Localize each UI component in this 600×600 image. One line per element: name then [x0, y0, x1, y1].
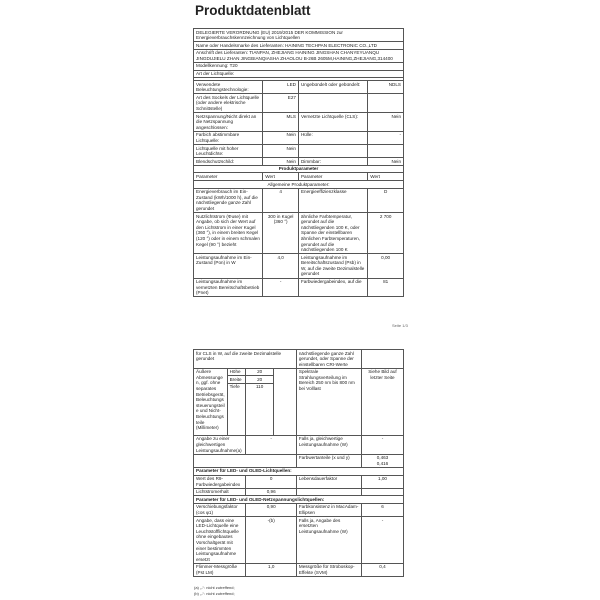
datasheet-table-top [193, 28, 404, 297]
table-row [194, 94, 404, 113]
spacer-cell [194, 454, 297, 467]
table-row [194, 158, 404, 166]
column-header-row [194, 173, 404, 181]
row-value: 0,00 [368, 254, 404, 278]
row-value: 1,0 [246, 563, 296, 576]
row-value: MLS [263, 113, 299, 132]
chromaticity-x: 0,463 [376, 455, 389, 461]
model-id: Modellkennung: T20 [194, 62, 404, 70]
row-value: - [361, 517, 403, 564]
table-row [194, 113, 404, 132]
row-label [298, 145, 367, 158]
row-value: 0,90 [246, 503, 296, 516]
table-row [194, 488, 404, 496]
row-value: D [368, 188, 404, 212]
row-value: 1,00 [361, 475, 403, 488]
row-label: Leistungsaufnahme im Bereitschaftszustand (Psb) in W, auf die zweite Dezimalstelle gerundet [298, 254, 367, 278]
spectral-value: Siehe Bild auf letzter Seite [361, 368, 403, 435]
row-label: Angabe zu einer gleichwertigen Leistungsaufnahme(a) [194, 435, 246, 454]
height-label: Höhe [227, 368, 246, 376]
row-label: Energieeffizienzklasse [298, 188, 367, 212]
document-title: Produktdatenblatt [195, 3, 311, 18]
col-header-value: Wert [263, 173, 299, 181]
table-row [194, 145, 404, 158]
row-label: Leistungsaufnahme im vernetzten Bereitschaftsbetrieb (Pnet) [194, 278, 263, 297]
row-label: Messgröße für Stroboskop-Effekte (SVM) [296, 563, 361, 576]
row-label: Farbich abstimmbare Lichtquelle: [194, 131, 263, 144]
row-value: - [361, 435, 403, 454]
row-value: 300 in Kugel (360 °) [263, 213, 299, 254]
row-value: - [246, 435, 296, 454]
row-label: nächstliegende ganze Zahl gerundet, oder Spanne der einstellbaren CRI-Werte [296, 350, 361, 369]
row-label: Lebensdauerfaktor [296, 475, 361, 488]
table-row [194, 278, 404, 297]
row-label: Verschiebungsfaktor (cos φ1) [194, 503, 246, 516]
row-label: Dimmbar: [298, 158, 367, 166]
row-value: E27 [263, 94, 299, 113]
table-row [194, 517, 404, 564]
footnote-a: (a) „-“: nicht zutreffend; [194, 585, 235, 590]
row-label: Farbwiedergabeindex, auf die [298, 278, 367, 297]
table-row [194, 435, 404, 454]
table-row [194, 475, 404, 488]
row-label: Lichtstromerhalt [194, 488, 246, 496]
row-label: Nutzlichtstrom (Φuse) mit Angabe, ob sich der Wert auf den Lichtstrom in einer Kugel (360 °), in einem breiten Kegel (120 °) oder in einem schmalen Kegel (90 °) bezieht [194, 213, 263, 254]
row-label: Vernetzte Lichtquelle (CLS): [298, 113, 367, 132]
row-label: Farbkonsistenz in MacAdam-Ellipsen [296, 503, 361, 516]
row-value [368, 145, 404, 158]
chromaticity-y: 0,416 [376, 460, 389, 466]
chromaticity-value [361, 454, 403, 467]
row-label: Falls ja, Angabe des ersetzten Leistungsaufnahme (W) [296, 517, 361, 564]
table-row [194, 188, 404, 212]
depth-value: 110 [246, 383, 273, 435]
row-value: 4,0 [263, 254, 299, 278]
row-value: 81 [368, 278, 404, 297]
row-value: - [263, 278, 299, 297]
row-label: Hülle: [298, 131, 367, 144]
row-label: Energieverbrauch im Ein-Zustand (kWh/1000 h), auf die nächstliegende ganze Zahl gerundet [194, 188, 263, 212]
row-value: NDLS [368, 81, 404, 94]
row-value: LED [263, 81, 299, 94]
dimensions-label: Äußere Abmessungen, ggf. ohne separates Betriebsgerät, Beleuchtungssteuerungsteile und Nicht-Beleuchtungsteile (Millimeter) [194, 368, 228, 435]
height-value: 20 [246, 368, 273, 376]
supplier-address: Anschrift des Lieferanten: TIANPAN, ZHEJIANG HAINING JINGSHAN CHANYEYUANQU JINGDUJIELU ZHAN JINGBIANQIASHA ZHAOLOU B-26B 2605M,HAINING,ZHEJIANG,314400 [194, 49, 404, 62]
table-row [194, 368, 404, 376]
spacer-cell [273, 368, 296, 435]
row-value: - [368, 131, 404, 144]
table-row [194, 503, 404, 516]
supplier-name: Name oder Handelsmarke des Lieferanten: HAINING TECHPAN ELECTRONIC CO.,LTD [194, 42, 404, 50]
row-label: Verwendete Beleuchtungstechnologie: [194, 81, 263, 94]
row-label [298, 94, 367, 113]
row-label: Blendschutzschild: [194, 158, 263, 166]
row-label: für CLS in W, auf die zweite Dezimalstelle gerundet [194, 350, 297, 369]
row-value: Nein [263, 145, 299, 158]
table-row [194, 563, 404, 576]
col-header-value: Wert [368, 173, 404, 181]
params-heading: Produktparameter [194, 165, 404, 173]
row-value: 4 [263, 188, 299, 212]
table-row [194, 454, 404, 467]
row-value: Nein [368, 158, 404, 166]
row-label: Art des Sockels der Lichtquelle (oder andere elektrische Schnittstelle) [194, 94, 263, 113]
row-value: -(b) [246, 517, 296, 564]
spectral-label: Spektrale Strahlungsverteilung im Bereich 250 nm bis 800 nm bei Volllast [296, 368, 361, 435]
width-label: Breite [227, 376, 246, 384]
general-params-heading: Allgemeine Produktparameter: [194, 181, 404, 189]
row-value: 0 [246, 475, 296, 488]
row-label: ähnliche Farbtemperatur, gerundet auf die nächstliegenden 100 K, oder Spanne der einstellbaren ähnlichen Farbtemperaturen, gerundet auf die nächstliegenden 100 K [298, 213, 367, 254]
row-label: Leistungsaufnahme im Ein-Zustand (Pon) in W [194, 254, 263, 278]
led-params-heading: Parameter für LED- und OLED-Lichtquellen: [194, 467, 404, 475]
row-value: 6 [361, 503, 403, 516]
table-row [194, 81, 404, 94]
row-label: Flimmer-Messgröße (Pst LM) [194, 563, 246, 576]
datasheet-table-bottom [193, 349, 404, 577]
col-header-parameter: Parameter [194, 173, 263, 181]
page-number: Seite 1/3 [392, 323, 408, 328]
regulation-text: DELEGIERTE VERORDNUNG (EU) 2019/2015 DER KOMMISSION zur Energieverbrauchskennzeichnung von Lichtquellen [194, 29, 404, 42]
table-row [194, 213, 404, 254]
table-row [194, 350, 404, 369]
row-label: Netzspannung/Nicht direkt an die Netzspannung angeschlossen: [194, 113, 263, 132]
row-label [296, 488, 361, 496]
row-label: Angabe, dass eine LED-Lichtquelle eine Leuchtstofflichtquelle ohne eingebautes Vorschaltgerät mit einer bestimmten Leistungsaufnahme ersetzt [194, 517, 246, 564]
row-value: Nein [263, 131, 299, 144]
row-label: Wert des R9-Farbwiedergabeindex [194, 475, 246, 488]
chromaticity-label: Farbwertanteile (x und y) [296, 454, 361, 467]
depth-label: Tiefe [227, 383, 246, 435]
light-source-type: Art der Lichtquelle: [194, 70, 404, 78]
mains-params-heading: Parameter für LED- und OLED-Netzspannungslichtquellen: [194, 496, 404, 504]
row-value: Nein [263, 158, 299, 166]
row-value: 2 700 [368, 213, 404, 254]
col-header-parameter: Parameter [298, 173, 367, 181]
row-label: Lichtquelle mit hoher Leuchtdichte: [194, 145, 263, 158]
row-label: Falls ja, gleichwertige Leistungsaufnahme (W) [296, 435, 361, 454]
row-value: Nein [368, 113, 404, 132]
row-value [361, 350, 403, 369]
width-value: 20 [246, 376, 273, 384]
row-label: Ungebündelt oder gebündelt: [298, 81, 367, 94]
row-value [361, 488, 403, 496]
row-value [368, 94, 404, 113]
row-value: 0,96 [246, 488, 296, 496]
row-value: 0,4 [361, 563, 403, 576]
footnote-b: (b) „-“: nicht zutreffend; [194, 591, 235, 596]
table-row [194, 131, 404, 144]
table-row [194, 254, 404, 278]
